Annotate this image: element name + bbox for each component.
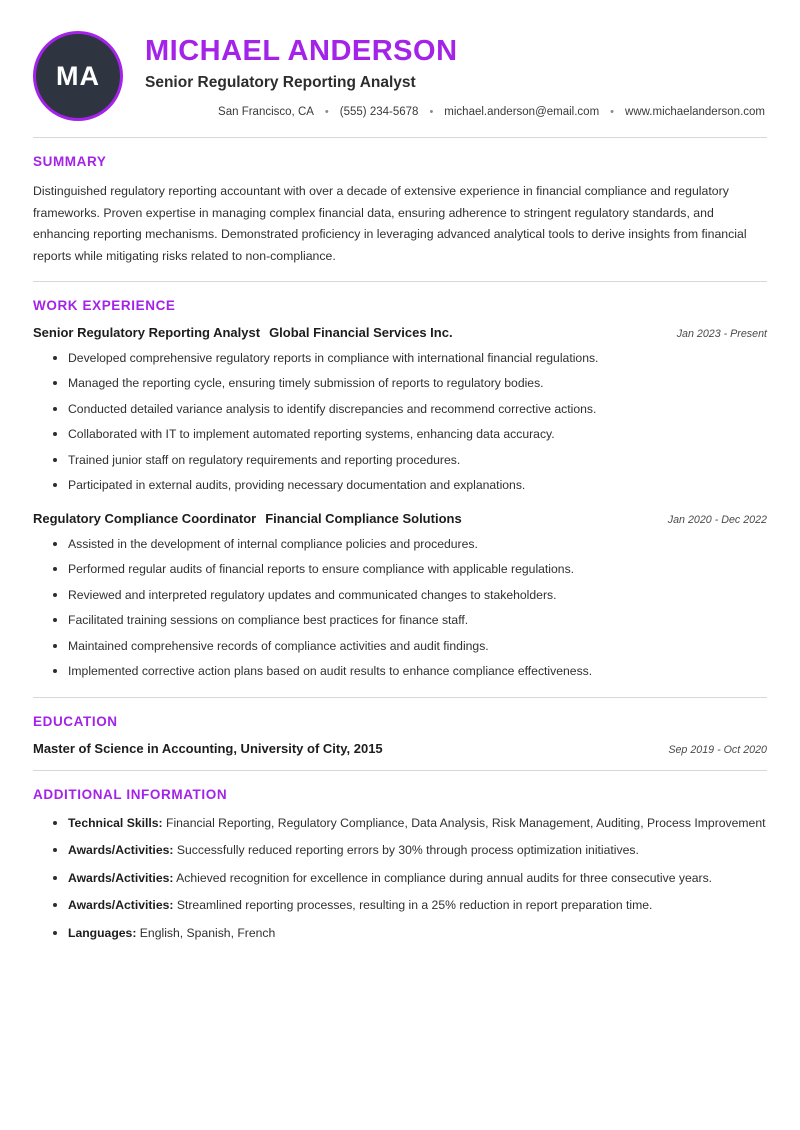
experience-entry — [33, 511, 767, 681]
info-text: Successfully reduced reporting errors by 30% through process optimization initiatives. — [176, 843, 639, 858]
info-text: Achieved recognition for excellence in compliance during annual audits for three consecutive years. — [176, 870, 713, 885]
experience-role-company — [33, 325, 453, 340]
page-title: MICHAEL ANDERSON — [145, 35, 458, 67]
section-experience — [33, 282, 767, 697]
contact-separator-icon: • — [324, 105, 329, 118]
info-label: Awards/Activities: — [68, 870, 174, 885]
list-item: Implemented corrective action plans based on audit results to enhance compliance effectiveness. — [53, 662, 767, 681]
header-text — [123, 28, 767, 118]
list-item — [53, 814, 767, 834]
info-text: Financial Reporting, Regulatory Compliance, Data Analysis, Risk Management, Auditing, Process Improvement — [166, 815, 766, 830]
list-item: Performed regular audits of financial reports to ensure compliance with applicable regulations. — [53, 560, 767, 579]
section-education — [33, 698, 767, 770]
info-label: Languages: — [68, 926, 137, 940]
list-item — [53, 924, 767, 944]
list-item — [53, 841, 767, 861]
contact-phone: (555) 234-5678 — [339, 105, 419, 118]
experience-dates: Jan 2023 - Present — [676, 328, 767, 341]
education-dates: Sep 2019 - Oct 2020 — [668, 743, 767, 756]
experience-bullet-list — [33, 349, 767, 495]
contact-separator-icon: • — [610, 105, 615, 118]
experience-company: Financial Compliance Solutions — [265, 511, 462, 526]
section-additional-information — [33, 771, 767, 966]
experience-bullet-list — [33, 535, 767, 681]
experience-entry-header — [33, 511, 767, 526]
experience-role: Senior Regulatory Reporting Analyst — [33, 325, 261, 341]
list-item — [53, 896, 767, 916]
info-text: Streamlined reporting processes, resulting in a 25% reduction in report preparation time. — [176, 898, 653, 913]
section-summary — [33, 138, 767, 281]
avatar-initials: MA — [56, 60, 100, 91]
list-item: Facilitated training sessions on compliance best practices for finance staff. — [53, 611, 767, 630]
list-item: Assisted in the development of internal compliance policies and procedures. — [53, 535, 767, 554]
contact-location: San Francisco, CA — [218, 105, 314, 118]
additional-information-list — [33, 814, 767, 944]
list-item: Managed the reporting cycle, ensuring timely submission of reports to regulatory bodies. — [53, 374, 767, 393]
section-title-experience: WORK EXPERIENCE — [33, 298, 176, 314]
summary-text: Distinguished regulatory reporting accountant with over a decade of extensive experience in financial compliance and regulatory frameworks. Proven expertise in managing complex financial data, ensuring adherence to stringent regulatory standards, and enhancing reporting mechanisms. Demonstrated proficiency in leveraging advanced analytical tools to derive insights from financial reports while mitigating risks related to non-compliance. — [33, 184, 747, 263]
contact-row — [145, 106, 767, 118]
list-item — [53, 869, 767, 889]
list-item: Trained junior staff on regulatory requirements and reporting procedures. — [53, 451, 767, 470]
section-title-summary: SUMMARY — [33, 154, 107, 169]
list-item: Reviewed and interpreted regulatory updates and communicated changes to stakeholders. — [53, 586, 767, 605]
experience-company: Global Financial Services Inc. — [269, 325, 453, 341]
education-entry — [33, 741, 767, 756]
info-label: Awards/Activities: — [68, 898, 174, 913]
info-text: English, Spanish, French — [139, 926, 276, 940]
list-item: Collaborated with IT to implement automated reporting systems, enhancing data accuracy. — [53, 425, 767, 444]
contact-separator-icon: • — [429, 105, 434, 118]
header-job-title: Senior Regulatory Reporting Analyst — [145, 73, 416, 91]
experience-entry-header — [33, 325, 767, 340]
resume-header — [33, 28, 767, 137]
list-item: Participated in external audits, providing necessary documentation and explanations. — [53, 476, 767, 495]
experience-role-company — [33, 511, 462, 526]
section-title-education: EDUCATION — [33, 713, 118, 729]
list-item: Maintained comprehensive records of compliance activities and audit findings. — [53, 637, 767, 656]
education-degree: Master of Science in Accounting, University of City, 2015 — [33, 740, 383, 756]
section-title-additional-information: ADDITIONAL INFORMATION — [33, 786, 228, 802]
experience-entry — [33, 325, 767, 495]
experience-role: Regulatory Compliance Coordinator — [33, 511, 257, 526]
avatar — [33, 31, 123, 121]
list-item: Developed comprehensive regulatory reports in compliance with international financial regulations. — [53, 349, 767, 368]
info-label: Awards/Activities: — [68, 843, 174, 858]
experience-dates: Jan 2020 - Dec 2022 — [667, 514, 767, 526]
list-item: Conducted detailed variance analysis to identify discrepancies and recommend corrective actions. — [53, 400, 767, 419]
contact-email[interactable]: michael.anderson@email.com — [444, 105, 600, 118]
contact-website[interactable]: www.michaelanderson.com — [625, 105, 765, 118]
info-label: Technical Skills: — [68, 815, 163, 830]
